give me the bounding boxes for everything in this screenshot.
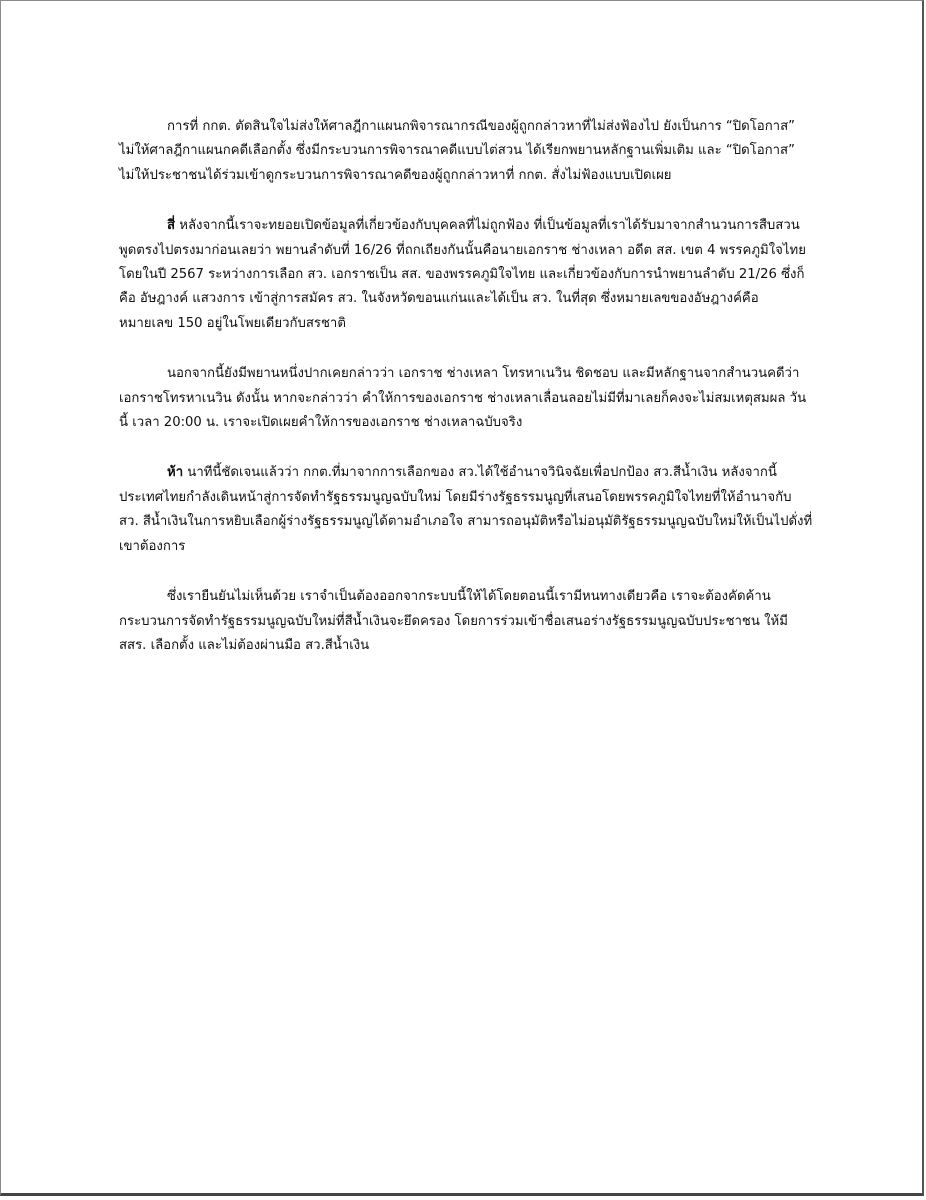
paragraph-text: นาทีนี้ชัดเจนแล้วว่า กกต.ที่มาจากการเลือกของ สว.ได้ใช้อำนาจวินิจฉัยเพื่อปกป้อง สว.สีน้ำเงิน หลังจากนี้ ประเทศไทยกำลังเดินหน้าสู่การจัดทำรัฐธรรมนูญฉบับใหม่ โดยมีร่างรัฐธรรมนูญที่เสนอโดยพรรคภูมิใจไทยที่ให้อำนาจกับ สว. สีน้ำเงินในการหยิบเลือกผู้ร่างรัฐธรรมนูญได้ตามอำเภอใจ สามารถอนุมัติหรือไม่อนุมัติรัฐธรรมนูญฉบับใหม่ให้เป็นไปดั่งที่เขาต้องการ xyxy=(119,465,813,554)
paragraph-3 xyxy=(119,362,813,435)
paragraph-1 xyxy=(119,115,813,188)
paragraph-text: ซึ่งเรายืนยันไม่เห็นด้วย เราจำเป็นต้องออกจากระบบนี้ให้ได้โดยตอนนี้เรามีหนทางเดียวคือ เราจะต้องคัดค้าน กระบวนการจัดทำรัฐธรรมนูญฉบับใหม่ที่สีน้ำเงินจะยึดครอง โดยการร่วมเข้าชื่อเสนอร่างรัฐธรรมนูญฉบับประชาชน ให้มี สสร. เลือกตั้ง และไม่ต้องผ่านมือ สว.สีน้ำเงิน xyxy=(119,589,788,653)
paragraph-lead: สี่ xyxy=(167,218,176,234)
paragraph-5 xyxy=(119,585,813,658)
paragraph-text: นอกจากนี้ยังมีพยานหนึ่งปากเคยกล่าวว่า เอกราช ช่างเหลา โทรหาเนวิน ชิดชอบ และมีหลักฐานจากสำนวนคดีว่า เอกราชโทรหาเนวิน ดังนั้น หากจะกล่าวว่า คำให้การของเอกราช ช่างเหลาเลื่อนลอยไม่มีที่มาเลยก็คงจะไม่สมเหตุสมผล วันนี้ เวลา 20:00 น. เราจะเปิดเผยคำให้การของเอกราช ช่างเหลาฉบับจริง xyxy=(119,366,807,431)
paragraph-2 xyxy=(119,214,813,336)
paragraph-text: หลังจากนี้เราจะทยอยเปิดข้อมูลที่เกี่ยวข้องกับบุคคลที่ไม่ถูกฟ้อง ที่เป็นข้อมูลที่เราได้รับมาจากสำนวนการสืบสวน พูดตรงไปตรงมาก่อนเลยว่า พยานลำดับที่ 16/26 ที่ถกเถียงกันนั้นคือนายเอกราช ช่างเหลา อดีต สส. เขต 4 พรรคภูมิใจไทย โดยในปี 2567 ระหว่างการเลือก สว. เอกราชเป็น สส. ของพรรคภูมิใจไทย และเกี่ยวข้องกับการนำพยานลำดับ 21/26 ซึ่งก็คือ อัษฎางค์ แสวงการ เข้าสู่การสมัคร สว. ในจังหวัดขอนแก่นและได้เป็น สว. ในที่สุด ซึ่งหมายเลขของอัษฎางค์คือ หมายเลข 150 อยู่ในโพยเดียวกับสรชาติ xyxy=(119,218,806,331)
paragraph-4 xyxy=(119,461,813,559)
paragraph-text: การที่ กกต. ตัดสินใจไม่ส่งให้ศาลฎีกาแผนกพิจารณากรณีของผู้ถูกกล่าวหาที่ไม่ส่งฟ้องไป ยังเป็นการ “ปิดโอกาส” ไม่ให้ศาลฎีกาแผนกคดีเลือกตั้ง ซึ่งมีกระบวนการพิจารณาคดีแบบไต่สวน ได้เรียกพยานหลักฐานเพิ่มเติม และ “ปิดโอกาส” ไม่ให้ประชาชนได้ร่วมเข้าดูกระบวนการพิจารณาคดีของผู้ถูกกล่าวหาที่ กกต. สั่งไม่ฟ้องแบบเปิดเผย xyxy=(119,119,795,183)
paragraph-lead: ห้า xyxy=(167,465,184,481)
document-body xyxy=(119,115,813,684)
